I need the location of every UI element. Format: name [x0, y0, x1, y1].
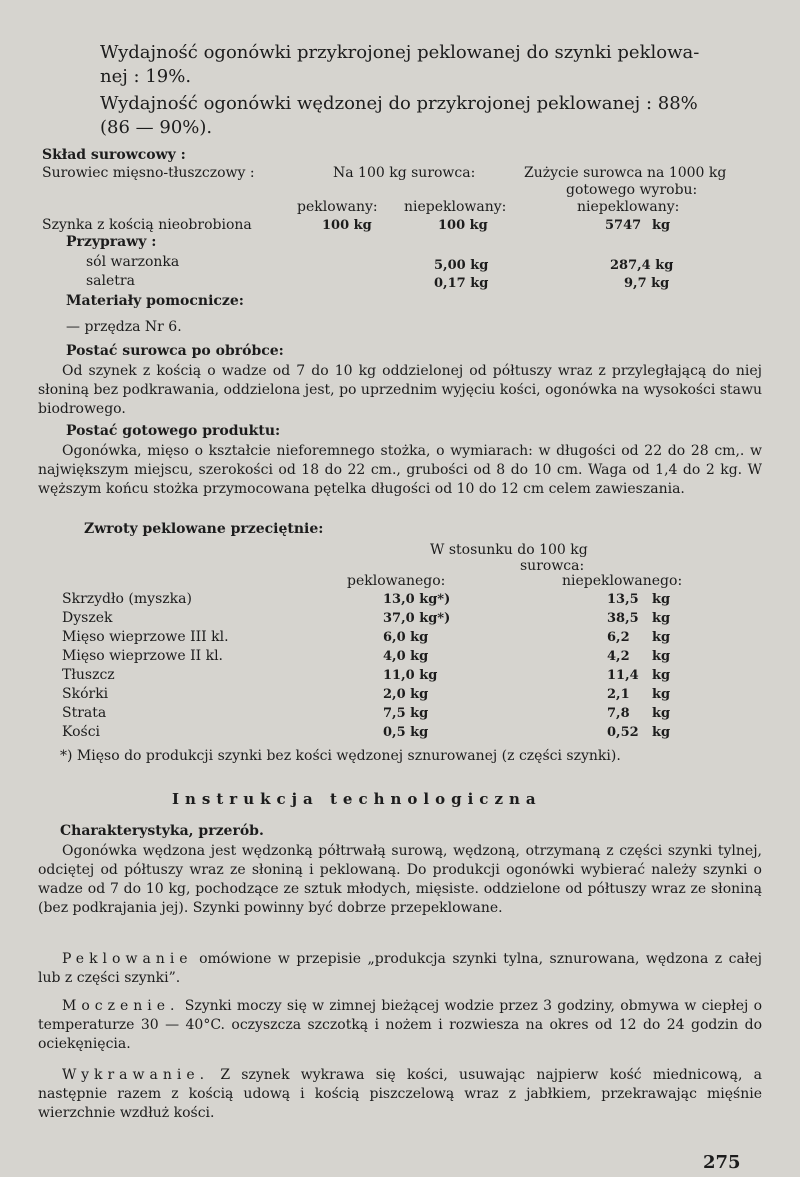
intro-line-1: Wydajność ogonówki przykrojonej peklowanej do szynki peklowa-: [100, 42, 700, 63]
zwroty-row-pekl: 0,5 kg: [383, 725, 429, 740]
zwroty-row-unit: kg: [652, 611, 671, 626]
zwroty-row-pekl: 11,0 kg: [383, 668, 438, 683]
wykrawanie-text: Z szynek wykrawa się kości, usuwając najpierw kość miednicową, a następnie razem z kością udową i kością piszczelową wraz z jabłkiem, przekrawając mięśnie wierzchnie wzdłuż kości.: [38, 1067, 763, 1121]
sol-zuzycie: 287,4 kg: [610, 258, 674, 273]
zwroty-row-name: Kości: [62, 724, 101, 740]
zwroty-row-niepekl: 13,5: [607, 592, 639, 607]
zwroty-heading: Zwroty peklowane przeciętnie:: [84, 521, 324, 537]
zwroty-row-niepekl: 7,8: [607, 706, 630, 721]
zwroty-row-niepekl: 2,1: [607, 687, 630, 702]
intro-line-4: (86 — 90%).: [100, 117, 213, 138]
zwroty-row-pekl: 13,0 kg*): [383, 592, 451, 607]
przedza-item: — przędza Nr 6.: [66, 319, 182, 335]
sklad-sub-pekl: peklowany:: [297, 199, 378, 215]
sklad-sub-niepekl-2: niepeklowany:: [577, 199, 680, 215]
wykrawanie-paragraph: [38, 1066, 762, 1123]
zwroty-row-pekl: 37,0 kg*): [383, 611, 451, 626]
saletra-zuzycie: 9,7 kg: [624, 276, 670, 291]
zwroty-row-unit: kg: [652, 649, 671, 664]
zwroty-row-unit: kg: [652, 668, 671, 683]
charakterystyka-text: Ogonówka wędzona jest wędzonką półtrwałą surową, wędzoną, otrzymaną z części szynki tylnej, odciętej od półtuszy wraz ze słoniną i peklowaną. Do produkcji ogonówki wybierać należy szynki o wadze od 7 do 10 kg, pochodzące ze sztuk młodych, mięsiste. oddzielone od półtuszy wraz ze słoniną (bez podkrajania jej). Szynki powinny być dobrze przepeklowane.: [38, 843, 762, 916]
zwroty-row-niepekl: 6,2: [607, 630, 630, 645]
peklowanie-text: omówione w przepisie „produkcja szynki tylna, sznurowana, wędzona z całej lub z części szynki”.: [38, 951, 762, 986]
zwroty-row-pekl: 6,0 kg: [383, 630, 429, 645]
postac-surowca-heading: Postać surowca po obróbce:: [66, 343, 284, 359]
zwroty-col-head-2: surowca:: [520, 558, 585, 574]
moczenie-paragraph: [38, 997, 762, 1054]
moczenie-text: Szynki moczy się w zimnej bieżącej wodzie przez 3 godziny, obmywa w ciepłej o temperaturze 30 — 40°C. oczyszcza szczotką i nożem i rozwiesza na okres od 12 do 24 godzin do ociekęnięcia.: [38, 998, 762, 1052]
page-number: 275: [703, 1152, 741, 1173]
zwroty-row-unit: kg: [652, 630, 671, 645]
saletra-label: saletra: [86, 273, 135, 289]
sol-value: 5,00 kg: [434, 258, 489, 273]
zwroty-row-name: Strata: [62, 705, 107, 721]
sklad-row-pekl: 100 kg: [322, 218, 372, 233]
charakterystyka-heading: Charakterystyka, przerób.: [60, 823, 264, 839]
sklad-row-name: Szynka z kością nieobrobiona: [42, 217, 252, 233]
zwroty-row-name: Mięso wieprzowe III kl.: [62, 629, 229, 645]
zwroty-col-head-1: W stosunku do 100 kg: [430, 542, 588, 558]
zwroty-row-name: Tłuszcz: [62, 667, 115, 683]
zwroty-row-pekl: 2,0 kg: [383, 687, 429, 702]
zwroty-row-niepekl: 38,5: [607, 611, 639, 626]
sklad-row-niepekl: 100 kg: [438, 218, 488, 233]
sol-label: sól warzonka: [86, 254, 180, 270]
zwroty-row-pekl: 4,0 kg: [383, 649, 429, 664]
sklad-heading: Skład surowcowy :: [42, 147, 186, 163]
zwroty-row-pekl: 7,5 kg: [383, 706, 429, 721]
zwroty-row-name: Mięso wieprzowe II kl.: [62, 648, 224, 664]
zwroty-row-niepekl: 11,4: [607, 668, 639, 683]
sklad-col-zuzycie-2: gotowego wyrobu:: [566, 182, 698, 198]
sklad-sub-niepekl: niepeklowany:: [404, 199, 507, 215]
zwroty-row-name: Skrzydło (myszka): [62, 591, 192, 607]
postac-gotowego-heading: Postać gotowego produktu:: [66, 423, 281, 439]
zwroty-row-unit: kg: [652, 706, 671, 721]
instrukcja-title: Instrukcja technologiczna: [172, 790, 542, 808]
zwroty-footnote: *) Mięso do produkcji szynki bez kości wędzonej sznurowanej (z części szynki).: [60, 748, 621, 764]
zwroty-row-name: Dyszek: [62, 610, 113, 626]
zwroty-row-unit: kg: [652, 592, 671, 607]
zwroty-row-niepekl: 4,2: [607, 649, 630, 664]
zwroty-row-unit: kg: [652, 725, 671, 740]
sklad-col-zuzycie-1: Zużycie surowca na 1000 kg: [524, 165, 727, 181]
zwroty-col-pekl: peklowanego:: [347, 573, 446, 589]
sklad-col-na100: Na 100 kg surowca:: [333, 165, 476, 181]
moczenie-word: Moczenie.: [62, 998, 180, 1014]
zwroty-row-niepekl: 0,52: [607, 725, 639, 740]
zwroty-row-unit: kg: [652, 687, 671, 702]
intro-line-3: Wydajność ogonówki wędzonej do przykrojonej peklowanej : 88%: [100, 93, 698, 114]
peklowanie-paragraph: [38, 950, 762, 988]
przyprawy-heading: Przyprawy :: [66, 234, 157, 250]
sklad-label: Surowiec mięsno-tłuszczowy :: [42, 165, 255, 181]
sklad-row-zuz-unit: kg: [652, 218, 671, 233]
wykrawanie-word: Wykrawanie.: [62, 1067, 210, 1083]
sklad-row-zuz: 5747: [605, 218, 642, 233]
postac-gotowego-text: Ogonówka, mięso o kształcie nieforemnego stożka, o wymiarach: w długości od 22 do 28 cm,. w największym miejscu, szerokości od 18 do 22 cm., grubości od 8 do 10 cm. Waga od 1,4 do 2 kg. W węższym końcu stożka przymocowana pętelka długości od 10 do 12 cm celem zawieszania.: [38, 443, 762, 497]
zwroty-row-name: Skórki: [62, 686, 109, 702]
postac-surowca-text: Od szynek z kością o wadze od 7 do 10 kg oddzielonej od półtuszy wraz z przyległającą do niej słoniną bez podkrawania, oddzielona jest, po uprzednim wyjęciu kości, ogonówka na wysokości stawu biodrowego.: [38, 363, 762, 417]
materialy-heading: Materiały pomocnicze:: [66, 293, 244, 309]
saletra-value: 0,17 kg: [434, 276, 489, 291]
intro-line-2: nej : 19%.: [100, 66, 192, 87]
zwroty-col-niepekl: niepeklowanego:: [562, 573, 683, 589]
peklowanie-word: Peklowanie: [62, 951, 193, 967]
